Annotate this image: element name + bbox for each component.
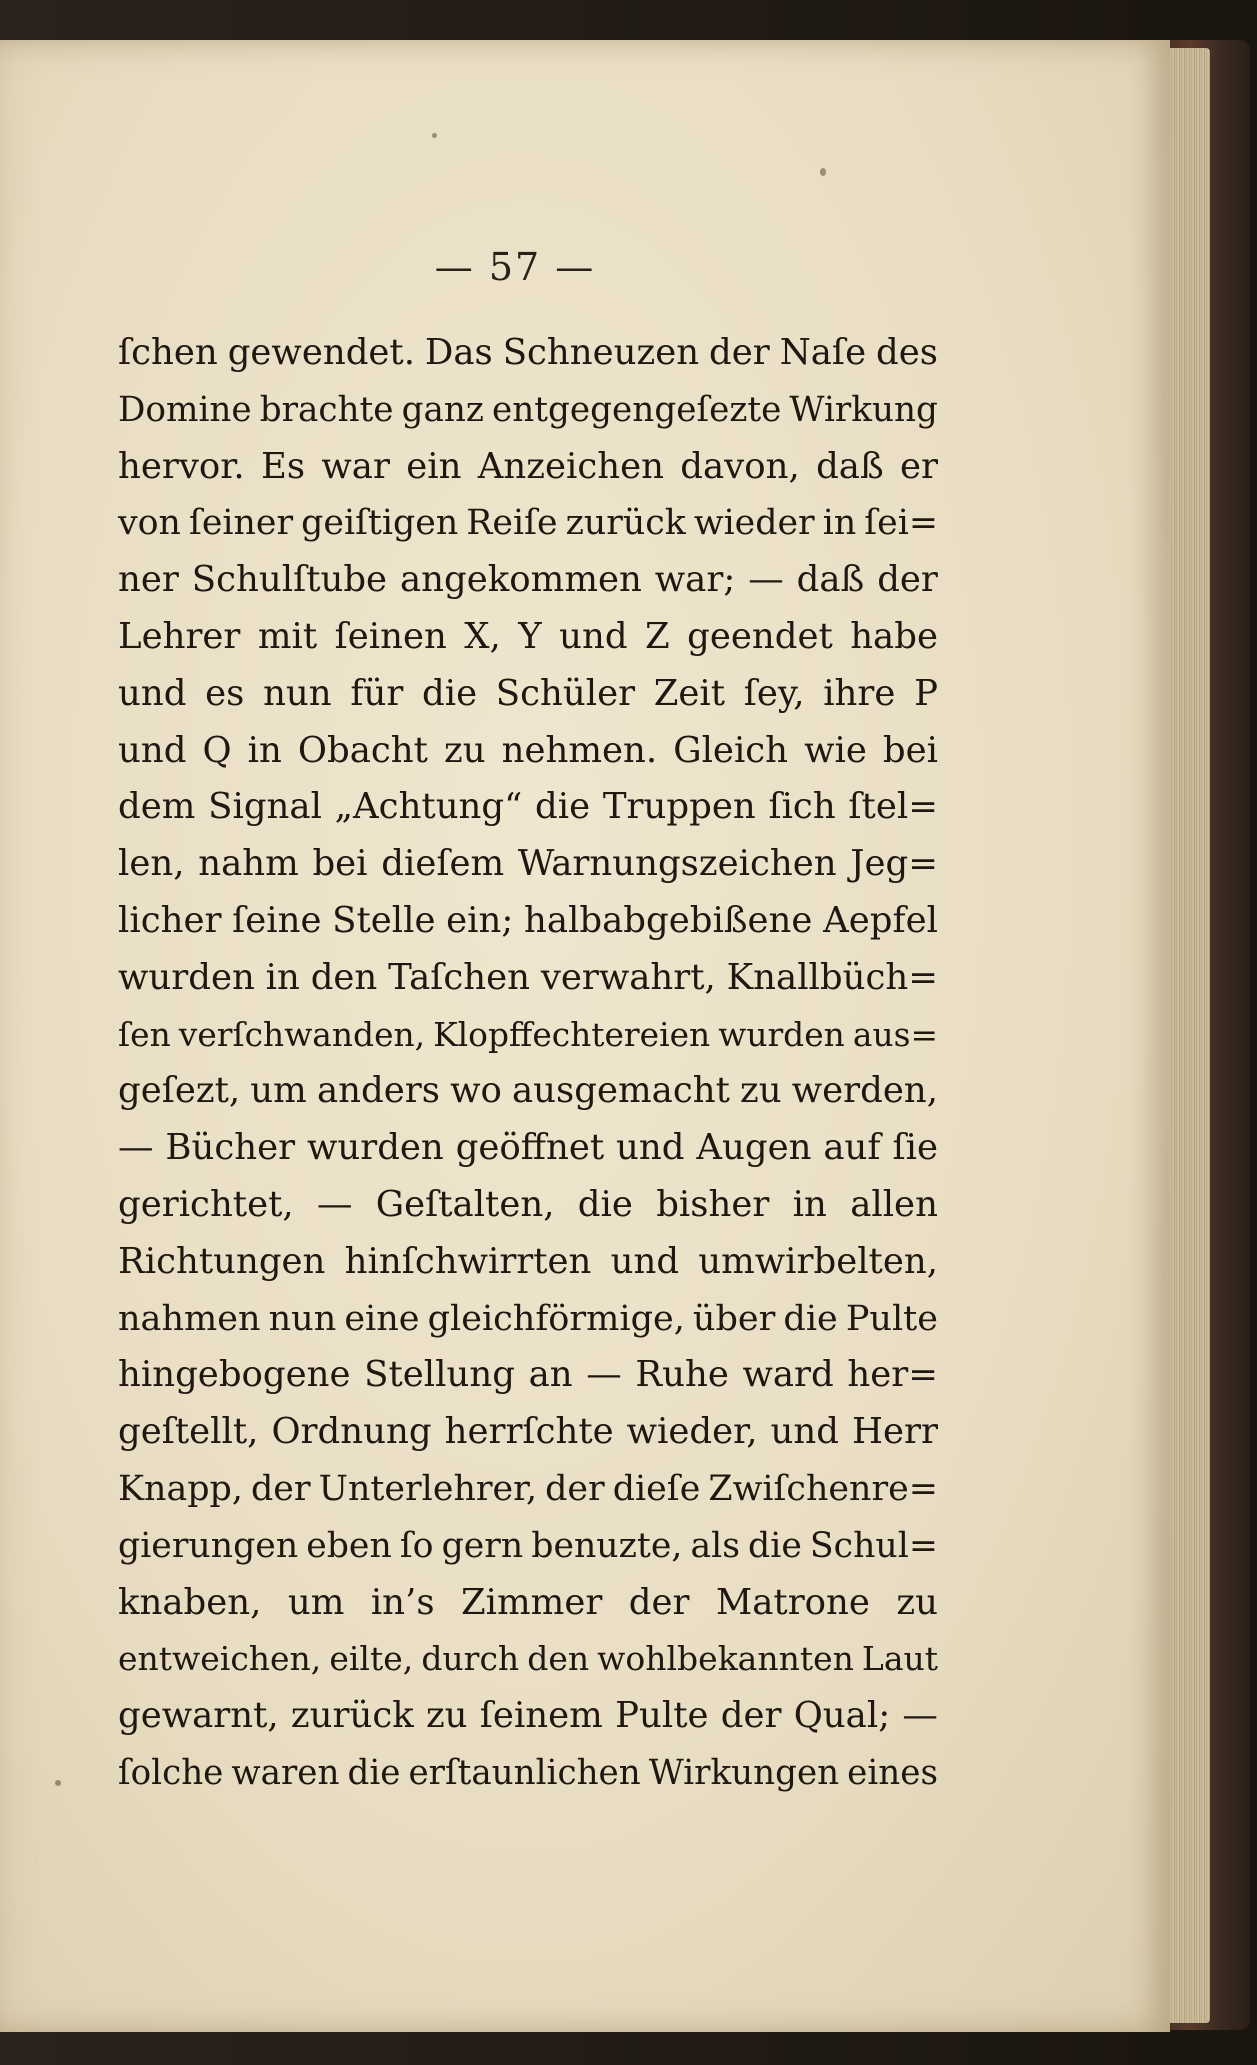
word: Jeg=: [850, 843, 938, 885]
word: den: [310, 956, 378, 998]
text-line: [118, 1404, 938, 1461]
text-line: [118, 1461, 938, 1518]
word: mit: [257, 615, 318, 657]
word: angekommen: [400, 559, 642, 601]
word: zu: [443, 729, 486, 771]
word: hinſchwirrten: [344, 1240, 592, 1282]
text-line: [118, 382, 938, 439]
word: benuzte,: [531, 1525, 683, 1566]
word: Schulſtube: [191, 559, 388, 601]
word: wurden: [306, 1127, 444, 1169]
word: die: [422, 672, 478, 714]
word: zurück: [565, 503, 686, 544]
word: und: [616, 1127, 685, 1169]
word: über: [692, 1297, 776, 1339]
text-line: [118, 893, 938, 950]
word: von: [118, 503, 181, 544]
word: Matrone: [715, 1581, 870, 1623]
word: Anzeichen: [477, 445, 664, 487]
word: Wirkungen: [648, 1752, 840, 1793]
word: es: [205, 672, 245, 714]
word: ſolche: [118, 1752, 224, 1793]
word: für: [350, 672, 404, 714]
word: ner: [118, 559, 179, 601]
word: zu: [740, 1070, 782, 1112]
word: Knallbüch=: [726, 956, 938, 998]
word: ganz: [401, 389, 484, 430]
word: wurden: [718, 1015, 845, 1054]
text-line: [118, 666, 938, 723]
word: der: [877, 559, 938, 601]
word: „Achtung“: [334, 786, 523, 828]
word: geendet: [687, 615, 833, 657]
word: entweichen,: [118, 1639, 322, 1679]
word: werden,: [791, 1070, 938, 1112]
text-line: [118, 552, 938, 609]
word: licher: [118, 899, 222, 941]
word: Y: [518, 615, 542, 657]
word: gierungen: [118, 1525, 299, 1566]
text-line: [118, 836, 938, 893]
word: Ordnung: [271, 1411, 432, 1453]
word: um: [287, 1581, 345, 1623]
word: umwirbelten,: [698, 1240, 938, 1282]
word: davon,: [680, 445, 800, 487]
word: und: [118, 729, 187, 771]
word: her=: [847, 1354, 938, 1396]
word: eben: [306, 1525, 392, 1566]
word: ſei=: [864, 503, 938, 544]
text-line: [118, 1120, 938, 1177]
word: herrſchte: [444, 1411, 614, 1453]
word: in’s: [370, 1581, 435, 1623]
word: entgegengeſezte: [492, 389, 782, 430]
text-line: [118, 495, 938, 552]
word: Zeit: [653, 672, 726, 714]
word: ſeinem: [479, 1695, 603, 1737]
word: Bücher: [165, 1127, 296, 1169]
word: nehmen.: [501, 729, 658, 771]
word: geſezt,: [118, 1070, 241, 1112]
word: dieſem: [381, 843, 505, 885]
word: Wirkung: [789, 389, 938, 430]
word: in: [792, 1183, 827, 1225]
word: war: [321, 445, 390, 487]
word: hingebogene: [118, 1354, 351, 1396]
word: —: [902, 1695, 938, 1737]
word: gewarnt,: [118, 1695, 279, 1737]
word: in: [247, 729, 282, 771]
word: ſeinen: [334, 615, 447, 657]
word: die: [347, 1752, 401, 1793]
word: eilte,: [329, 1639, 414, 1679]
word: ſich: [768, 786, 836, 828]
word: ſeiner: [188, 503, 294, 544]
text-line: [118, 1688, 938, 1745]
word: dieſe: [612, 1468, 701, 1509]
word: eine: [344, 1297, 420, 1339]
word: Laut: [861, 1639, 938, 1679]
text-line: [118, 1234, 938, 1291]
word: gerichtet,: [118, 1183, 294, 1225]
text-line: [118, 950, 938, 1007]
word: gewendet.: [227, 332, 415, 373]
word: Qual;: [793, 1695, 891, 1737]
word: nun: [268, 1297, 337, 1339]
word: ſo: [399, 1525, 434, 1566]
word: ein: [406, 445, 462, 487]
text-line: [118, 439, 938, 496]
word: die: [535, 786, 591, 828]
word: Richtungen: [118, 1240, 326, 1282]
word: dem: [118, 786, 196, 828]
word: und: [118, 672, 187, 714]
word: ein;: [446, 899, 514, 941]
word: Lehrer: [118, 615, 241, 657]
word: Geſtalten,: [375, 1183, 555, 1225]
word: Herr: [852, 1411, 938, 1453]
word: brachte: [259, 389, 394, 430]
word: geiſtigen: [301, 503, 459, 544]
word: Truppen: [602, 786, 756, 828]
word: halbabgebißene: [524, 899, 813, 941]
word: Obacht: [297, 729, 428, 771]
text-line: [118, 1347, 938, 1404]
word: und: [770, 1411, 839, 1453]
body-text: [118, 325, 938, 1802]
word: Warnungszeichen: [517, 843, 837, 885]
word: zurück: [290, 1695, 414, 1737]
word: des: [876, 332, 938, 373]
word: wurden: [118, 956, 255, 998]
text-line: [118, 723, 938, 780]
word: Schneuzen: [502, 332, 700, 373]
word: er: [899, 445, 938, 487]
word: Naſe: [779, 332, 867, 373]
word: der: [720, 1695, 782, 1737]
word: X,: [464, 615, 501, 657]
word: an: [528, 1354, 573, 1396]
word: Stelle: [332, 899, 436, 941]
word: zu: [896, 1581, 938, 1623]
word: gleichförmige,: [427, 1297, 685, 1339]
text-line: [118, 1575, 938, 1632]
word: der: [545, 1468, 605, 1509]
text-line: [118, 1177, 938, 1234]
word: Taſchen: [388, 956, 530, 998]
word: ſchen: [118, 332, 218, 373]
word: bei: [312, 843, 368, 885]
text-line: [118, 1063, 938, 1120]
page-number: — 57 —: [434, 245, 596, 289]
word: len,: [118, 843, 185, 885]
word: der: [628, 1581, 690, 1623]
word: allen: [850, 1183, 938, 1225]
word: auf: [823, 1127, 881, 1169]
word: ausgemacht: [512, 1070, 730, 1112]
word: um: [250, 1070, 307, 1112]
word: geſtellt,: [118, 1411, 259, 1453]
word: Unterlehrer,: [318, 1468, 538, 1509]
word: der: [709, 332, 770, 373]
word: den: [527, 1639, 590, 1679]
word: ward: [742, 1354, 834, 1396]
word: wieder: [693, 503, 815, 544]
word: Das: [424, 332, 493, 373]
word: —: [748, 559, 784, 601]
word: geöffnet: [455, 1127, 605, 1169]
word: und: [610, 1240, 680, 1282]
word: ihre: [823, 672, 896, 714]
word: die: [577, 1183, 633, 1225]
word: wohlbekannten: [597, 1639, 854, 1679]
word: Gleich: [673, 729, 789, 771]
text-line: [118, 1007, 938, 1064]
word: waren: [231, 1752, 340, 1793]
word: Knapp,: [118, 1468, 243, 1509]
word: Augen: [696, 1127, 812, 1169]
word: als: [690, 1525, 741, 1566]
word: Q: [202, 729, 232, 771]
word: Schüler: [495, 672, 636, 714]
word: in: [265, 956, 300, 998]
word: wie: [804, 729, 867, 771]
word: Pulte: [845, 1297, 938, 1339]
text-line: [118, 325, 938, 382]
word: daß: [796, 559, 865, 601]
word: nahmen: [118, 1297, 261, 1339]
word: hervor.: [118, 445, 245, 487]
word: Domine: [118, 389, 252, 430]
word: ſtel=: [848, 786, 938, 828]
word: eines: [847, 1752, 938, 1793]
word: —: [316, 1183, 353, 1225]
word: Zimmer: [461, 1581, 603, 1623]
word: verſchwanden,: [178, 1015, 426, 1054]
word: und: [559, 615, 628, 657]
word: gern: [441, 1525, 524, 1566]
word: ſey,: [743, 672, 805, 714]
word: Zwiſchenre=: [708, 1468, 938, 1509]
word: die: [783, 1297, 838, 1339]
word: zu: [425, 1695, 468, 1737]
word: Stellung: [364, 1354, 515, 1396]
word: in: [822, 503, 857, 544]
word: Es: [260, 445, 306, 487]
word: Aepfel: [823, 899, 938, 941]
word: Z: [645, 615, 670, 657]
text-line: [118, 1631, 938, 1688]
word: erſtaunlichen: [408, 1752, 641, 1793]
text-line: [118, 1291, 938, 1348]
paper-speck: [432, 133, 437, 138]
word: —: [118, 1127, 154, 1169]
word: knaben,: [118, 1581, 262, 1623]
word: ſie: [892, 1127, 938, 1169]
word: daß: [816, 445, 884, 487]
word: Klopffechtereien: [433, 1015, 711, 1054]
word: Ruhe: [635, 1354, 729, 1396]
word: verwahrt,: [540, 956, 716, 998]
word: anders: [316, 1070, 440, 1112]
word: bisher: [656, 1183, 770, 1225]
text-line: [118, 779, 938, 836]
word: Pulte: [615, 1695, 709, 1737]
word: nun: [263, 672, 332, 714]
word: Signal: [208, 786, 322, 828]
text-line: [118, 1745, 938, 1802]
word: Schul=: [809, 1525, 938, 1566]
word: der: [250, 1468, 311, 1509]
word: war;: [654, 559, 736, 601]
word: habe: [850, 615, 938, 657]
word: aus=: [852, 1015, 938, 1054]
word: nahm: [198, 843, 299, 885]
paper-speck: [820, 168, 826, 176]
word: Reiſe: [466, 503, 558, 544]
word: wieder,: [626, 1411, 758, 1453]
word: —: [586, 1354, 622, 1396]
word: ſeine: [232, 899, 322, 941]
text-line: [118, 1518, 938, 1575]
paper-speck: [55, 1780, 61, 1786]
word: P: [914, 672, 938, 714]
word: ſen: [118, 1015, 171, 1054]
word: die: [748, 1525, 802, 1566]
text-line: [118, 609, 938, 666]
word: durch: [421, 1639, 520, 1679]
word: wo: [450, 1070, 502, 1112]
book-page: [0, 40, 1170, 2032]
word: bei: [882, 729, 938, 771]
